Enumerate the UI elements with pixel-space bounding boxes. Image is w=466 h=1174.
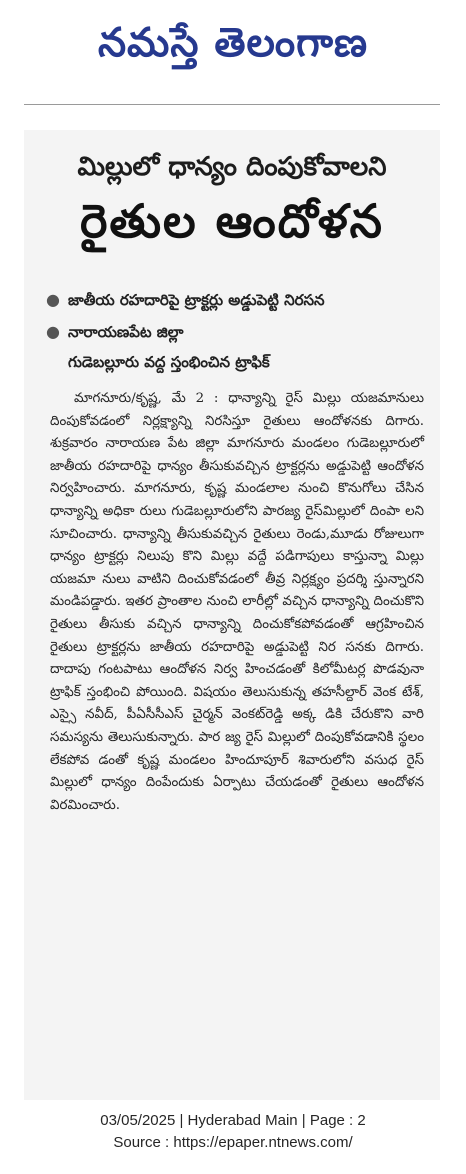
article-headline: రైతుల ఆందోళన bbox=[80, 194, 384, 248]
newspaper-masthead: నమస్తే తెలంగాణ bbox=[97, 19, 369, 66]
article-bullet-3 bbox=[68, 353, 270, 375]
bullet-text: జాతీయ రహదారిపై ట్రాక్టర్లు అడ్డుపెట్టి నిరసన bbox=[67, 291, 325, 309]
article-clipping bbox=[24, 130, 440, 1100]
bullet-text: గుడెబల్లూరు వద్ద స్తంభించిన ట్రాఫిక్ bbox=[68, 353, 270, 371]
article-kicker: మిల్లులో ధాన్యం దింపుకోవాలని bbox=[77, 152, 387, 182]
bullet-dot-icon: ● bbox=[46, 290, 60, 309]
article-bullet-2 bbox=[46, 322, 183, 345]
edition-info: 03/05/2025 | Hyderabad Main | Page : 2 bbox=[100, 1112, 366, 1129]
bullet-dot-icon: ● bbox=[46, 322, 60, 341]
article-body bbox=[50, 388, 424, 817]
article-body-paragraph: మాగనూరు/కృష్ణ, మే 2 : ధాన్యాన్ని రైస్ మిల్లు యజమానులు దింపుకోవడంలో నిర్లక్ష్యాన్ని నిరసిస్తూ రైతులు ఆందోళనకు దిగారు. శుక్రవారం నారాయణ పేట జిల్లా మాగనూరు మండలం గుడెబల్లూరులో జాతీయ రహదారిపై ధాన్యం తీసుకువచ్చిన ట్రాక్టర్లను అడ్డుపెట్టి ఆందోళన నిర్వహించారు. మాగనూరు, కృష్ణ మండలాల నుంచి కొనుగోలు చేసిన ధాన్యాన్ని అధికా రులు గుడెబల్లూరులోని పారజ్య రైస్‌మిల్లులో దింపా లని సూచించారు. ధాన్యాన్ని తీసుకువచ్చిన రైతులు రెండు,మూడు రోజులుగా ధాన్యం ట్రాక్టర్లు నిలుపు కొని మిల్లు వద్దే పడిగాపులు కాస్తున్నా మిల్లు యజమా నులు వాటిని దించుకోవడంలో తీవ్ర నిర్లక్ష్యం ప్రదర్శి స్తున్నారని మండిపడ్డారు. ఇతర ప్రాంతాల నుంచి లారీల్లో వచ్చిన ధాన్యాన్ని దించుకొని రైతులు తీసుకు వచ్చిన ధాన్యాన్ని దించుకోకపోవడంతో ఆగ్రహించిన రైతులు ట్రాక్టర్లను జాతీయ రహదారిపై అడ్డుపెట్టి నిర సనకు దిగారు. దాదాపు గంటపాటు ఆందోళన నిర్వ హించడంతో కిలోమీటర్ల పొడవునా ట్రాఫిక్ స్తంభించి పోయింది. విషయం తెలుసుకున్న తహసీల్దార్ వెంక టేశ్, ఎస్సై నవీద్, పీఏసీసీఎస్ చైర్మన్ వెంకట్‌రెడ్డి అక్క డికి చేరుకొని వారి సమస్యను తెలుసుకున్నారు. పార జ్య రైస్ మిల్లులో దింపుకోవడానికి స్థలం లేకపోవ డంతో కృష్ణ మండలం హిందూపూర్ శివారులోని వసుధ రైస్ మిల్లులో ధాన్యం దింపేందుకు ఏర్పాటు చేయడంతో రైతులు ఆందోళన విరమించారు. bbox=[50, 391, 424, 813]
masthead-divider bbox=[24, 104, 440, 105]
article-bullet-1 bbox=[46, 290, 325, 313]
source-link[interactable]: Source : https://epaper.ntnews.com/ bbox=[113, 1134, 353, 1151]
bullet-text: నారాయణపేట జిల్లా bbox=[67, 323, 184, 341]
